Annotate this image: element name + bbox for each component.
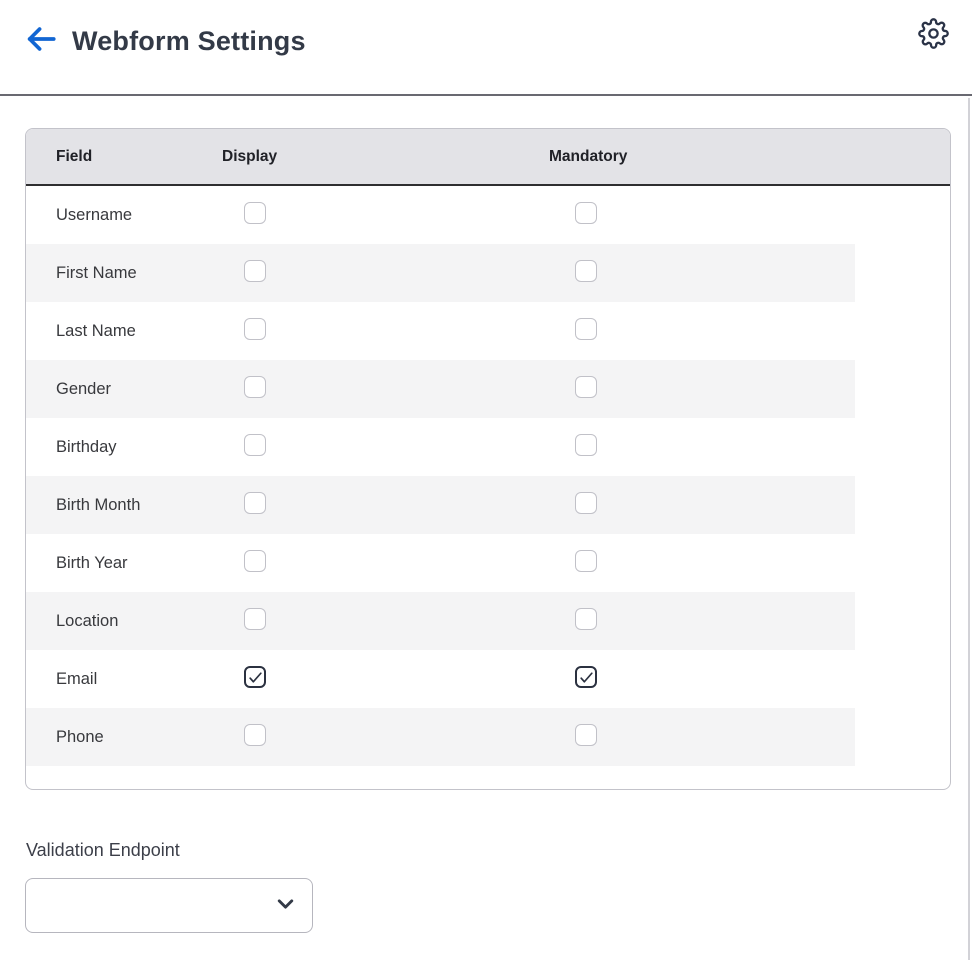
table-header-row: [26, 129, 950, 186]
field-label: Email: [56, 669, 98, 688]
mandatory-checkbox[interactable]: [575, 492, 597, 514]
table-row: [26, 534, 855, 592]
display-checkbox[interactable]: [244, 376, 266, 398]
table-row: [26, 302, 855, 360]
table-row: [26, 186, 855, 244]
mandatory-checkbox[interactable]: [575, 376, 597, 398]
field-label: Last Name: [56, 321, 136, 340]
mandatory-checkbox[interactable]: [575, 318, 597, 340]
display-checkbox[interactable]: [244, 318, 266, 340]
table-row: [26, 476, 855, 534]
column-header-display: Display: [222, 147, 278, 165]
mandatory-checkbox[interactable]: [575, 260, 597, 282]
mandatory-checkbox[interactable]: [575, 550, 597, 572]
content-right-border: [968, 98, 970, 960]
field-label: Username: [56, 205, 133, 224]
column-header-mandatory: Mandatory: [549, 147, 628, 165]
display-checkbox[interactable]: [244, 666, 266, 688]
validation-endpoint-label: Validation Endpoint: [26, 840, 180, 860]
mandatory-checkbox[interactable]: [575, 434, 597, 456]
table-row: [26, 360, 855, 418]
table-row: [26, 592, 855, 650]
gear-icon: [918, 18, 949, 54]
display-checkbox[interactable]: [244, 608, 266, 630]
display-checkbox[interactable]: [244, 492, 266, 514]
table-row: [26, 244, 855, 302]
display-checkbox[interactable]: [244, 202, 266, 224]
chevron-down-icon: [273, 891, 298, 921]
webform-fields-table: [25, 128, 951, 790]
table-body: [26, 186, 855, 766]
page-title: Webform Settings: [72, 26, 306, 56]
mandatory-checkbox[interactable]: [575, 202, 597, 224]
settings-button[interactable]: [916, 19, 950, 53]
field-label: Location: [56, 611, 119, 630]
column-header-field: Field: [56, 147, 93, 165]
field-label: Birthday: [56, 437, 117, 456]
field-label: Birth Year: [56, 553, 128, 572]
display-checkbox[interactable]: [244, 724, 266, 746]
mandatory-checkbox[interactable]: [575, 608, 597, 630]
field-label: Gender: [56, 379, 112, 398]
field-label: Birth Month: [56, 495, 141, 514]
display-checkbox[interactable]: [244, 260, 266, 282]
mandatory-checkbox[interactable]: [575, 666, 597, 688]
back-button[interactable]: [22, 23, 60, 59]
arrow-left-icon: [23, 22, 59, 61]
display-checkbox[interactable]: [244, 434, 266, 456]
field-label: First Name: [56, 263, 137, 282]
page-header: [0, 0, 972, 96]
table-row: [26, 708, 855, 766]
validation-endpoint-select[interactable]: [25, 878, 313, 933]
mandatory-checkbox[interactable]: [575, 724, 597, 746]
display-checkbox[interactable]: [244, 550, 266, 572]
table-row: [26, 650, 855, 708]
field-label: Phone: [56, 727, 104, 746]
table-row: [26, 418, 855, 476]
